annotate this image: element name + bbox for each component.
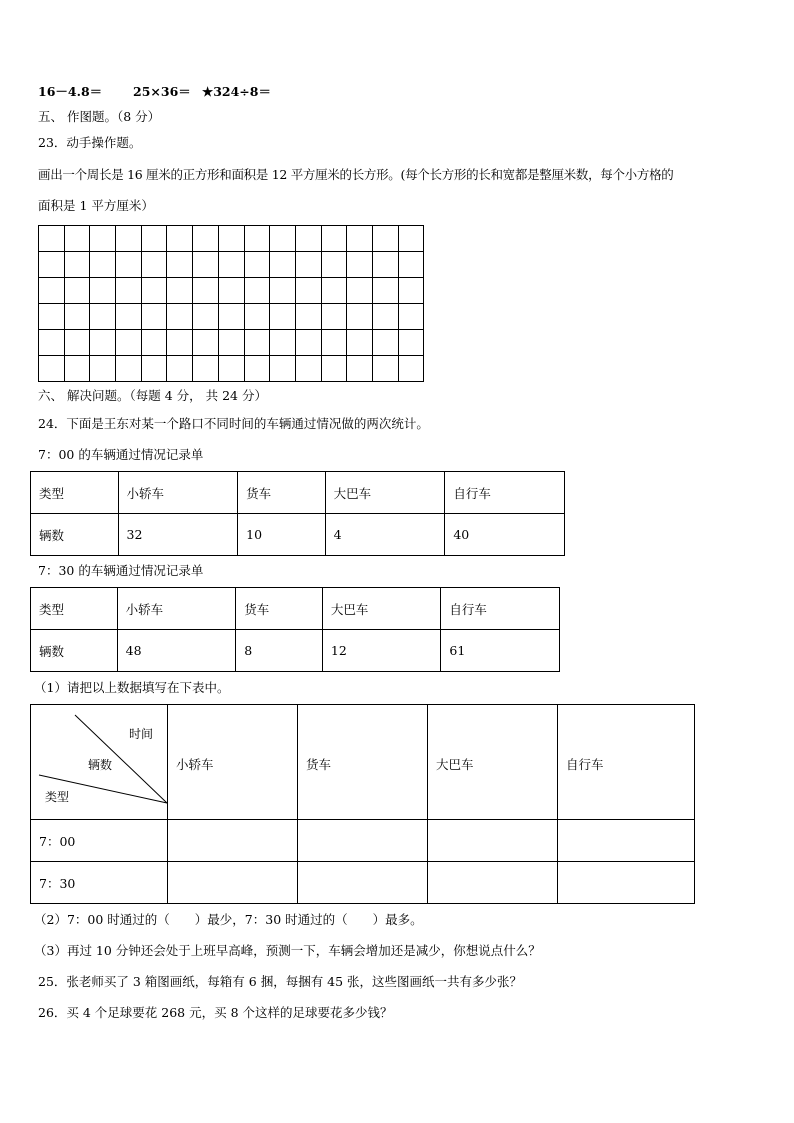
grid-cell bbox=[398, 304, 424, 330]
table-cell: 40 bbox=[445, 514, 565, 556]
grid-cell bbox=[270, 226, 296, 252]
table-cell: 8 bbox=[236, 630, 323, 672]
question-24-2: （2）7：00 时通过的（ ）最少，7：30 时通过的（ ）最多。 bbox=[34, 912, 423, 927]
blank-cell[interactable] bbox=[558, 820, 695, 862]
grid-cell bbox=[244, 304, 270, 330]
grid-cell bbox=[347, 252, 373, 278]
table-cell: 32 bbox=[118, 514, 238, 556]
grid-cell bbox=[372, 226, 398, 252]
grid-cell bbox=[244, 278, 270, 304]
table-cell: 类型 bbox=[31, 588, 118, 630]
grid-cell bbox=[295, 330, 321, 356]
grid-cell bbox=[90, 252, 116, 278]
grid-cell bbox=[270, 278, 296, 304]
table-cell: 自行车 bbox=[441, 588, 560, 630]
blank-cell[interactable] bbox=[298, 862, 428, 904]
grid-cell bbox=[141, 278, 167, 304]
grid-cell bbox=[321, 304, 347, 330]
grid-cell bbox=[64, 304, 90, 330]
blank-cell[interactable] bbox=[168, 862, 298, 904]
grid-cell bbox=[116, 226, 142, 252]
question-24-1: （1）请把以上数据填写在下表中。 bbox=[34, 680, 230, 695]
grid-cell bbox=[321, 278, 347, 304]
grid-cell bbox=[167, 356, 193, 382]
table-cell: 货车 bbox=[236, 588, 323, 630]
grid-cell bbox=[398, 278, 424, 304]
grid-cell bbox=[244, 226, 270, 252]
grid-cell bbox=[218, 304, 244, 330]
grid-cell bbox=[39, 252, 65, 278]
grid-cell bbox=[347, 330, 373, 356]
grid-cell bbox=[39, 330, 65, 356]
table-cell: 大巴车 bbox=[325, 472, 445, 514]
grid-cell bbox=[90, 304, 116, 330]
blank-cell[interactable] bbox=[428, 820, 558, 862]
table-7-00 bbox=[30, 471, 565, 556]
question-23-text: 画出一个周长是 16 厘米的正方形和面积是 12 平方厘米的长方形。(每个长方形的长和宽都是整厘米数，每个小方格的 bbox=[38, 167, 674, 182]
table-cell: 10 bbox=[238, 514, 326, 556]
grid-cell bbox=[141, 330, 167, 356]
table-2-title: 7：30 的车辆通过情况记录单 bbox=[38, 563, 204, 578]
grid-cell bbox=[295, 252, 321, 278]
grid-cell bbox=[244, 252, 270, 278]
question-25: 25．张老师买了 3 箱图画纸，每箱有 6 捆，每捆有 45 张，这些图画纸一共有多少张？ bbox=[38, 974, 523, 989]
diag-type-label: 类型 bbox=[45, 790, 70, 804]
grid-cell bbox=[116, 330, 142, 356]
grid-cell bbox=[193, 356, 219, 382]
grid-cell bbox=[398, 226, 424, 252]
table-cell: 货车 bbox=[238, 472, 326, 514]
fill-in-table bbox=[30, 704, 695, 904]
table-cell: 7：30 bbox=[31, 862, 168, 904]
calc-3: ★324÷8＝ bbox=[202, 84, 271, 99]
table-cell: 61 bbox=[441, 630, 560, 672]
grid-cell bbox=[116, 304, 142, 330]
grid-cell bbox=[141, 252, 167, 278]
grid-cell bbox=[167, 226, 193, 252]
question-23-text-2: 面积是 1 平方厘米） bbox=[38, 198, 154, 213]
grid-cell bbox=[372, 278, 398, 304]
grid-cell bbox=[193, 304, 219, 330]
table-1-title: 7：00 的车辆通过情况记录单 bbox=[38, 447, 204, 462]
table-cell: 小轿车 bbox=[168, 705, 298, 820]
table-cell: 类型 bbox=[31, 472, 119, 514]
diagonal-header-cell bbox=[31, 705, 168, 820]
grid-cell bbox=[398, 252, 424, 278]
table-cell: 大巴车 bbox=[322, 588, 441, 630]
grid-cell bbox=[218, 226, 244, 252]
grid-cell bbox=[218, 330, 244, 356]
table-cell: 12 bbox=[322, 630, 441, 672]
grid-cell bbox=[141, 304, 167, 330]
grid-cell bbox=[64, 356, 90, 382]
grid-cell bbox=[295, 278, 321, 304]
grid-cell bbox=[141, 226, 167, 252]
drawing-grid bbox=[38, 225, 424, 382]
calc-1: 16－4.8＝ bbox=[38, 84, 103, 99]
grid-cell bbox=[64, 252, 90, 278]
grid-cell bbox=[39, 226, 65, 252]
question-24-3: （3）再过 10 分钟还会处于上班早高峰，预测一下，车辆会增加还是减少，你想说点什么？ bbox=[34, 943, 541, 958]
grid-cell bbox=[39, 356, 65, 382]
grid-cell bbox=[372, 356, 398, 382]
blank-cell[interactable] bbox=[558, 862, 695, 904]
grid-cell bbox=[90, 226, 116, 252]
grid-cell bbox=[39, 278, 65, 304]
grid-cell bbox=[398, 356, 424, 382]
grid-cell bbox=[193, 252, 219, 278]
grid-cell bbox=[321, 252, 347, 278]
grid-cell bbox=[321, 226, 347, 252]
grid-cell bbox=[372, 330, 398, 356]
grid-cell bbox=[295, 226, 321, 252]
question-23: 23．动手操作题。 bbox=[38, 135, 142, 150]
grid-cell bbox=[347, 304, 373, 330]
grid-cell bbox=[295, 356, 321, 382]
grid-cell bbox=[270, 252, 296, 278]
question-24: 24．下面是王东对某一个路口不同时间的车辆通过情况做的两次统计。 bbox=[38, 416, 429, 431]
grid-cell bbox=[39, 304, 65, 330]
grid-cell bbox=[90, 330, 116, 356]
table-cell: 自行车 bbox=[558, 705, 695, 820]
grid-cell bbox=[141, 356, 167, 382]
table-cell: 辆数 bbox=[31, 514, 119, 556]
table-cell: 自行车 bbox=[445, 472, 565, 514]
grid-cell bbox=[321, 330, 347, 356]
grid-cell bbox=[90, 356, 116, 382]
section-6-heading: 六、 解决问题。（每题 4 分， 共 24 分） bbox=[38, 388, 267, 403]
table-cell: 4 bbox=[325, 514, 445, 556]
grid-cell bbox=[90, 278, 116, 304]
blank-cell[interactable] bbox=[428, 862, 558, 904]
grid-cell bbox=[167, 330, 193, 356]
grid-cell bbox=[270, 356, 296, 382]
grid-cell bbox=[321, 356, 347, 382]
blank-cell[interactable] bbox=[168, 820, 298, 862]
calc-2: 25×36＝ bbox=[133, 84, 191, 99]
grid-cell bbox=[347, 226, 373, 252]
diag-time-label: 时间 bbox=[129, 727, 154, 741]
diag-count-label: 辆数 bbox=[88, 758, 113, 772]
blank-cell[interactable] bbox=[298, 820, 428, 862]
grid-cell bbox=[218, 278, 244, 304]
grid-cell bbox=[64, 330, 90, 356]
grid-cell bbox=[347, 356, 373, 382]
grid-cell bbox=[270, 330, 296, 356]
grid-cell bbox=[244, 356, 270, 382]
grid-cell bbox=[295, 304, 321, 330]
table-cell: 7：00 bbox=[31, 820, 168, 862]
grid-cell bbox=[167, 252, 193, 278]
grid-cell bbox=[116, 278, 142, 304]
section-5-heading: 五、 作图题。（8 分） bbox=[38, 109, 161, 124]
grid-cell bbox=[167, 278, 193, 304]
table-cell: 小轿车 bbox=[117, 588, 236, 630]
table-cell: 48 bbox=[117, 630, 236, 672]
grid-cell bbox=[372, 304, 398, 330]
grid-cell bbox=[372, 252, 398, 278]
grid-cell bbox=[116, 252, 142, 278]
grid-cell bbox=[193, 226, 219, 252]
grid-cell bbox=[218, 252, 244, 278]
table-cell: 小轿车 bbox=[118, 472, 238, 514]
grid-cell bbox=[270, 304, 296, 330]
table-7-30 bbox=[30, 587, 560, 672]
grid-cell bbox=[193, 278, 219, 304]
table-cell: 辆数 bbox=[31, 630, 118, 672]
question-26: 26．买 4 个足球要花 268 元，买 8 个这样的足球要花多少钱？ bbox=[38, 1005, 393, 1020]
grid-cell bbox=[64, 226, 90, 252]
grid-cell bbox=[244, 330, 270, 356]
table-cell: 货车 bbox=[298, 705, 428, 820]
grid-cell bbox=[193, 330, 219, 356]
grid-cell bbox=[64, 278, 90, 304]
grid-cell bbox=[347, 278, 373, 304]
grid-cell bbox=[167, 304, 193, 330]
grid-cell bbox=[398, 330, 424, 356]
table-cell: 大巴车 bbox=[428, 705, 558, 820]
grid-cell bbox=[116, 356, 142, 382]
grid-cell bbox=[218, 356, 244, 382]
